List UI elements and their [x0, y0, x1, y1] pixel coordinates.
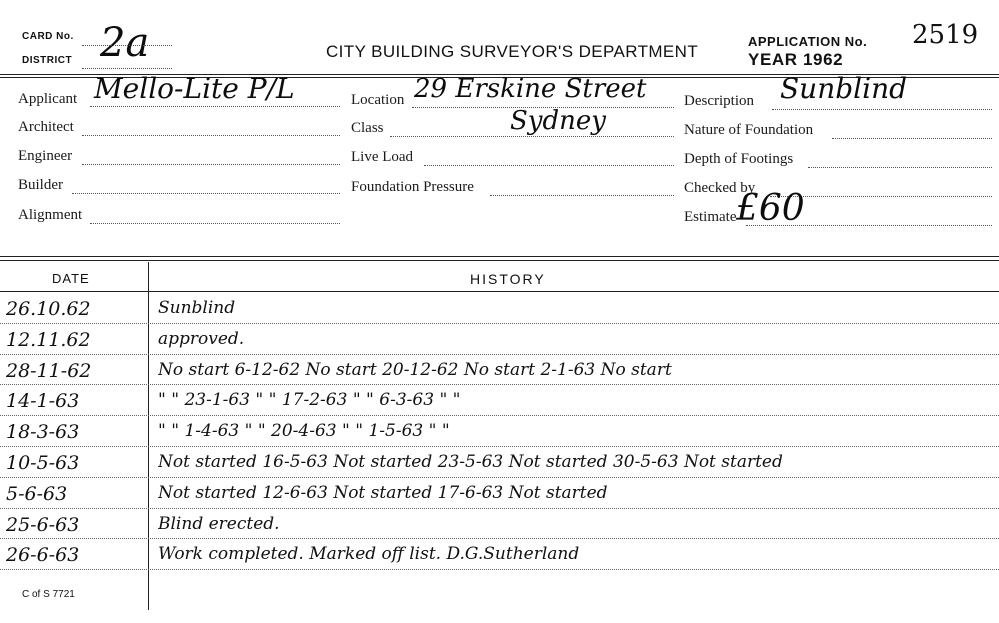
row-history: " " 23-1-63 " " 17-2-63 " " 6-3-63 " " — [158, 390, 461, 411]
row-history: approved. — [158, 328, 245, 349]
row-date: 10-5-63 — [6, 452, 80, 474]
builder-label: Builder — [18, 177, 63, 193]
department-title: CITY BUILDING SURVEYOR'S DEPARTMENT — [326, 42, 699, 61]
application-label: APPLICATION No. — [748, 34, 868, 49]
applicant-line — [90, 106, 340, 107]
architect-label: Architect — [18, 119, 74, 135]
row-history: Not started 12-6-63 Not started 17-6-63 Not started — [158, 482, 608, 503]
description-value: Sunblind — [780, 72, 908, 105]
year: YEAR 1962 — [748, 50, 844, 69]
row-rule — [0, 415, 999, 416]
builder-line — [72, 193, 340, 194]
table-top-rule — [0, 256, 999, 257]
row-history: Blind erected. — [158, 513, 280, 534]
nature-line — [832, 138, 992, 139]
row-history: " " 1-4-63 " " 20-4-63 " " 1-5-63 " " — [158, 421, 450, 442]
district-value: 2a — [100, 20, 150, 66]
class-label: Class — [351, 120, 384, 136]
form-code: C of S 7721 — [22, 589, 75, 600]
description-line — [772, 109, 992, 110]
table-top-rule-2 — [0, 260, 999, 261]
row-date: 26.10.62 — [6, 298, 91, 320]
estimate-value: £60 — [736, 188, 805, 229]
row-date: 18-3-63 — [6, 421, 80, 444]
row-history: No start 6-12-62 No start 20-12-62 No start 2-1-63 No start — [158, 359, 672, 380]
row-history: Not started 16-5-63 Not started 23-5-63 Not started 30-5-63 Not started — [158, 452, 783, 472]
history-header: HISTORY — [470, 271, 546, 287]
row-rule — [0, 538, 999, 539]
depth-line — [808, 167, 992, 168]
location-value: 29 Erskine Street — [414, 74, 647, 104]
row-date: 14-1-63 — [6, 390, 80, 413]
foundation-pressure-line — [490, 195, 674, 196]
live-load-label: Live Load — [351, 149, 414, 165]
row-date: 28-11-62 — [6, 359, 92, 382]
engineer-line — [82, 164, 340, 165]
date-header: DATE — [52, 271, 90, 286]
alignment-label: Alignment — [18, 207, 83, 223]
depth-of-footings-label: Depth of Footings — [684, 151, 794, 167]
nature-of-foundation-label: Nature of Foundation — [684, 122, 814, 138]
estimate-line — [746, 225, 992, 226]
application-number: 2519 — [912, 20, 979, 50]
applicant-value: Mello-Lite P/L — [94, 72, 295, 105]
foundation-pressure-label: Foundation Pressure — [351, 179, 474, 195]
row-rule — [0, 477, 999, 478]
row-date: 26-6-63 — [6, 544, 80, 567]
card-no-label: CARD No. — [22, 31, 74, 42]
table-divider — [148, 262, 149, 610]
architect-line — [82, 135, 340, 136]
engineer-label: Engineer — [18, 148, 73, 164]
location-label: Location — [351, 92, 405, 108]
row-date: 5-6-63 — [6, 482, 68, 505]
row-rule — [0, 323, 999, 324]
description-label: Description — [684, 93, 754, 109]
row-date: 12.11.62 — [6, 328, 91, 351]
alignment-line — [90, 223, 340, 224]
estimate-label: Estimate — [684, 209, 737, 225]
applicant-label: Applicant — [18, 91, 78, 107]
row-rule — [0, 354, 999, 355]
district-line — [82, 68, 172, 69]
row-rule — [0, 446, 999, 447]
table-header-rule — [0, 291, 999, 292]
card-no-line — [82, 45, 172, 46]
district-label: DISTRICT — [22, 55, 73, 66]
row-rule — [0, 384, 999, 385]
row-history: Work completed. Marked off list. D.G.Sutherland — [158, 544, 580, 565]
location-value-2: Sydney — [510, 106, 606, 136]
checked-by-label: Checked by — [684, 180, 756, 196]
live-load-line — [424, 165, 674, 166]
row-rule — [0, 569, 999, 570]
row-history: Sunblind — [158, 298, 236, 318]
row-date: 25-6-63 — [6, 513, 80, 536]
row-rule — [0, 508, 999, 509]
class-line — [390, 136, 674, 137]
